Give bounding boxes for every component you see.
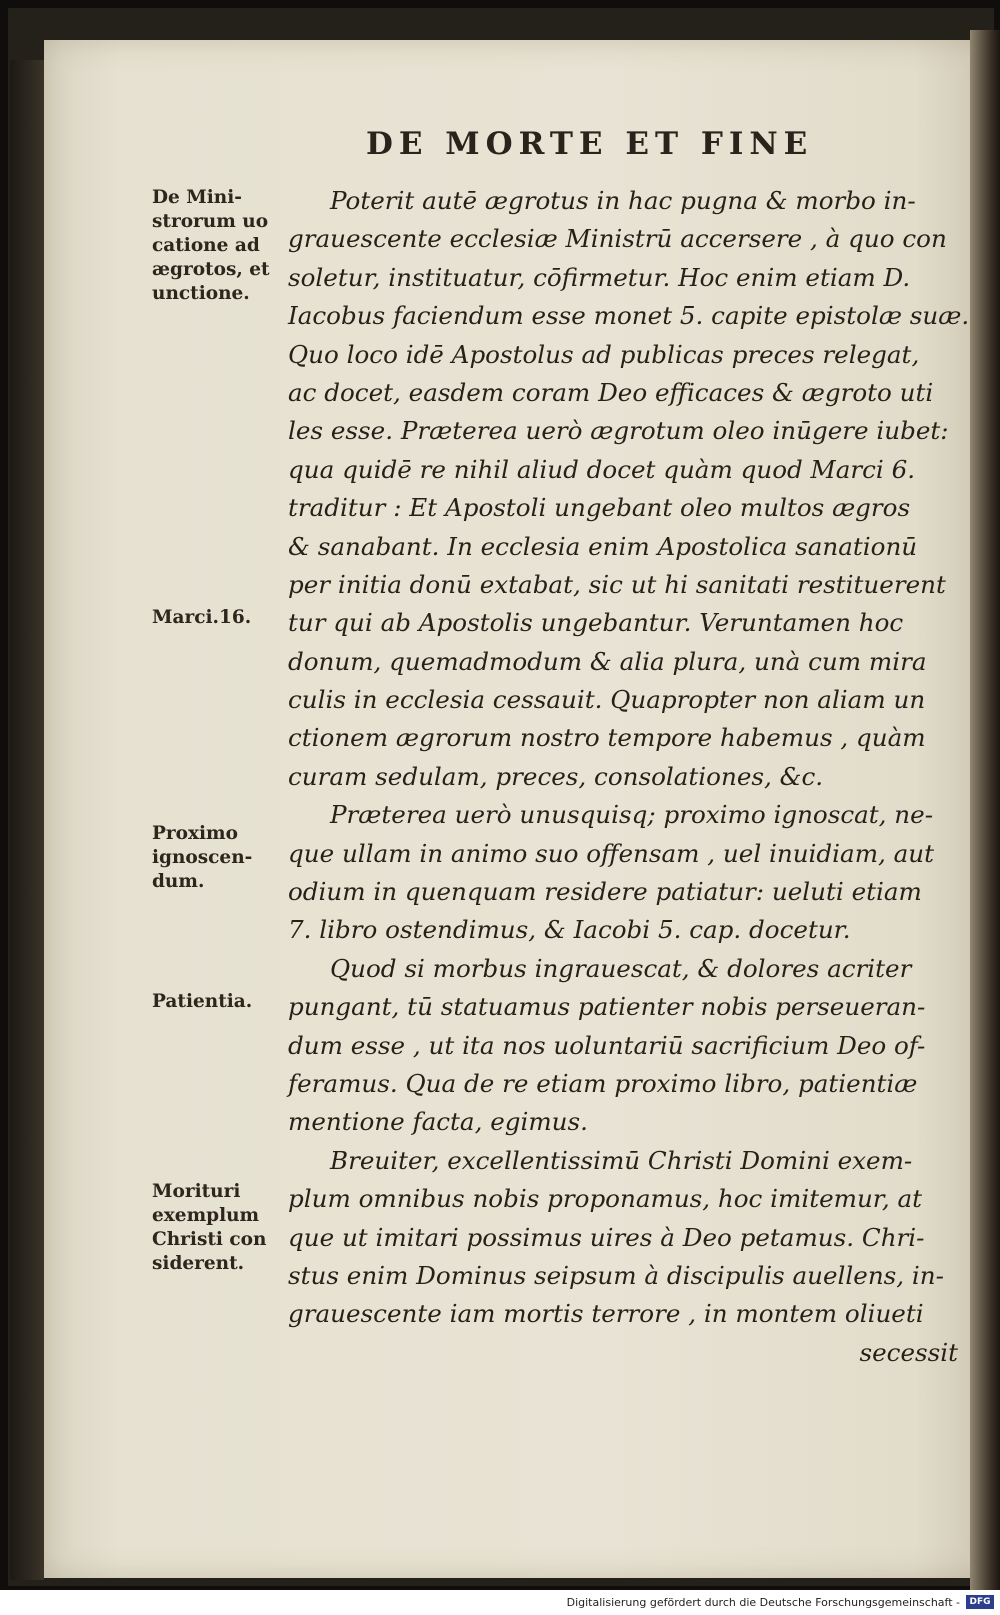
body-text [288,182,970,1372]
page-edge [970,30,1000,1590]
marginal-note-morituri: Morituri exemplum Christi con siderent. [152,1181,267,1274]
text-line: tur qui ab Apostolis ungebantur. Veruntamen hoc [288,608,904,638]
dfg-logo: DFG [966,1595,994,1609]
text-line: feramus. Qua de re etiam proximo libro, patientiæ [288,1068,918,1098]
text-line: soletur, instituatur, cōfirmetur. Hoc enim etiam D. [288,262,911,292]
text-line: Quo loco idē Apostolus ad publicas preces relegat, [288,339,920,369]
text-line: donum, quemadmodum & alia plura, unà cum mira [288,646,927,676]
text-line: ac docet, easdem coram Deo efficaces & ægroto uti [288,377,934,407]
marginal-note-marci: Marci.16. [152,607,252,628]
text-line: ctionem ægrorum nostro tempore habemus , quàm [288,723,926,753]
text-line: curam sedulam, preces, consolationes, &c. [288,761,824,791]
text-line: Breuiter, excellentissimū Christi Domini exem- [330,1145,913,1175]
marginal-note-patientia: Patientia. [152,991,253,1012]
text-line: pungant, tū statuamus patienter nobis perseueran- [288,992,926,1022]
text-line: Iacobus faciendum esse monet 5. capite epistolæ suæ. [288,301,970,331]
text-line: que ut imitari possimus uires à Deo petamus. Chri- [288,1222,925,1252]
text-line: plum omnibus nobis proponamus, hoc imitemur, at [288,1184,923,1214]
text-line: qua quidē re nihil aliud docet quàm quod Marci 6. [288,454,916,484]
text-line: odium in quenquam residere patiatur: ueluti etiam [288,877,922,907]
text-line: que ullam in animo suo offensam , uel inuidiam, aut [288,838,935,868]
marginal-note-proximo: Proximo ignoscen- dum. [152,823,253,892]
text-line: per initia donū extabat, sic ut hi sanitati restituerent [288,569,946,599]
marginal-note-ministrorum: De Mini- strorum uo catione ad ægrotos, et unctione. [152,187,270,304]
book-gutter [10,60,44,1580]
text-line: stus enim Dominus seipsum à discipulis auellens, in- [288,1260,944,1290]
text-line: mentione facta, egimus. [288,1107,588,1137]
text-line: & sanabant. In ecclesia enim Apostolica sanationū [288,531,918,561]
text-line: culis in ecclesia cessauit. Quapropter non aliam un [288,685,926,715]
text-line: Quod si morbus ingrauescat, & dolores acriter [330,953,912,983]
text-line: 7. libro ostendimus, & Iacobi 5. cap. docetur. [288,915,851,945]
text-line: les esse. Præterea uerò ægrotum oleo inūgere iubet: [288,416,949,446]
catchword: secessit [859,1337,958,1367]
text-line: grauescente iam mortis terrore , in montem oliueti [288,1299,924,1329]
text-line: Poterit autē ægrotus in hac pugna & morbo in- [330,186,916,215]
text-line: Præterea uerò unusquisq; proximo ignoscat, ne- [330,800,934,830]
text-line: dum esse , ut ita nos uoluntariū sacrificium Deo of- [288,1030,926,1060]
running-head: DE MORTE ET FINE [366,126,814,162]
text-line: grauescente ecclesiæ Ministrū accersere , à quo con [288,224,947,254]
text-line: traditur : Et Apostoli ungebant oleo multos ægros [288,493,911,523]
footer-credit: Digitalisierung gefördert durch die Deutsche Forschungsgemeinschaft - [566,1596,960,1609]
